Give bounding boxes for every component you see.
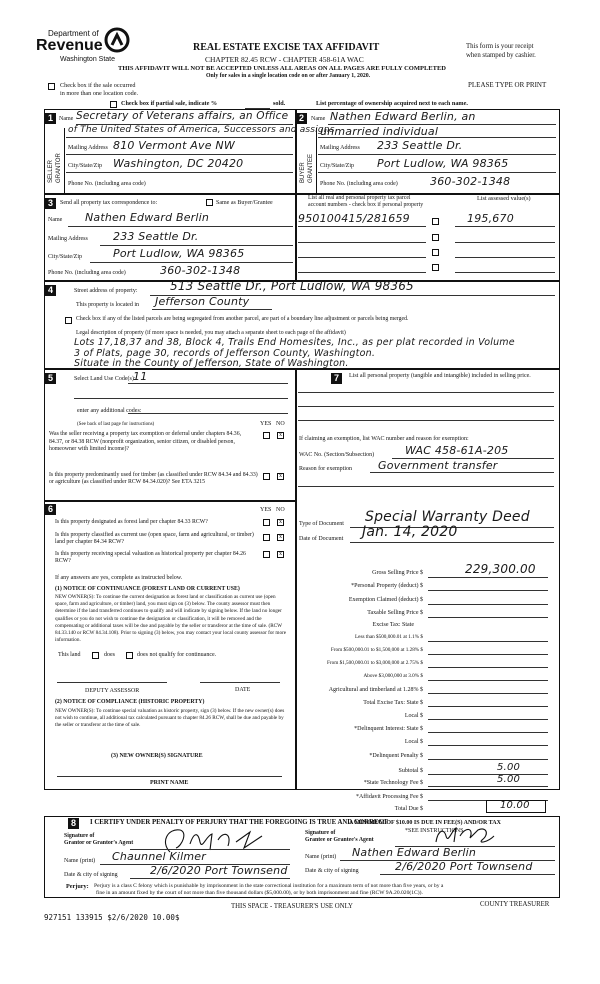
wac-label: WAC No. (Section/Subsection) <box>299 452 375 458</box>
total-due-label: Total Due $ <box>394 806 423 812</box>
q-forest-no[interactable]: x <box>279 519 282 525</box>
personal-property-checkbox-4[interactable] <box>432 264 439 271</box>
grantor-date-label: Date & city of signing <box>64 872 118 878</box>
print-note: PLEASE TYPE OR PRINT <box>468 81 547 89</box>
q-historic-yes[interactable] <box>263 551 270 558</box>
dept-label: Department of <box>48 29 99 38</box>
grantor-sig-label: Signature of <box>64 833 95 839</box>
correspondence-label: Send all property tax correspondence to: <box>60 200 158 206</box>
corr-name-label: Name <box>48 217 63 223</box>
grantee-name-value[interactable]: Nathen Edward Berlin <box>352 846 477 859</box>
personal-property-label: List all personal property (tangible and intangible) included in selling price. <box>349 373 531 379</box>
parcel-header-2: account numbers - check box if personal property <box>308 202 424 208</box>
land-label-c: does not qualify for continuance. <box>137 652 217 658</box>
doc-date-label: Date of Document <box>299 536 344 542</box>
buyer-mailing-label: Mailing Address <box>320 145 360 151</box>
corr-city-label: City/State/Zip <box>48 254 82 260</box>
personal-property-checkbox-1[interactable] <box>432 218 439 225</box>
section-number-1: 1 <box>45 113 56 124</box>
gross-label: Gross Selling Price $ <box>372 570 423 576</box>
see-instructions: *SEE INSTRUCTIONS <box>405 828 464 834</box>
assessed-header: List assessed value(s) <box>477 195 531 202</box>
excise-state-label: Excise Tax: State <box>372 622 414 628</box>
grantor-side-label: GRANTOR <box>56 153 62 183</box>
q-exemption-yes[interactable] <box>263 432 270 439</box>
grantor-name-value[interactable]: Chaunnel Kilmer <box>112 850 206 863</box>
buyer-name-label: Name <box>311 116 326 122</box>
grantee-sig-label: Signature of <box>305 830 336 836</box>
q-timber: Is this property predominantly used for timber (as classified under RCW 84.34 and 84.33) or agriculture (as classified under RCW 84.34.020)? See ETA 3215 <box>49 472 258 485</box>
ownership-note: List percentage of ownership acquired next to each name. <box>316 100 468 107</box>
q-timber-yes[interactable] <box>263 473 270 480</box>
segregated-note: Check box if any of the listed parcels are being segregated from another parcel, are part of a boundary line adjustment or parcels being merged. <box>76 316 409 322</box>
tier4-label: Above $3,000,000 at 3.0% $ <box>363 673 423 679</box>
affidavit-fee-label: *Affidavit Processing Fee $ <box>355 794 423 800</box>
section-number-4: 4 <box>45 285 56 296</box>
q-current-use: Is this property classified as current use (open space, farm and agricultural, or timber) land per chapter 84.34 RCW? <box>55 532 254 545</box>
new-owner-sig-label: (3) NEW OWNER(S) SIGNATURE <box>111 753 203 759</box>
gross-value[interactable]: 229,300.00 <box>465 562 536 576</box>
street-label: Street address of property: <box>74 288 138 294</box>
yes-header-5: YES <box>260 421 272 427</box>
buyer-name-line2[interactable]: unmarried individual <box>320 125 439 138</box>
tech-fee-value[interactable]: 5.00 <box>497 774 521 785</box>
buyer-phone-label: Phone No. (including area code) <box>320 181 398 187</box>
buyer-city-label: City/State/Zip <box>320 163 354 169</box>
receipt-note-2: when stamped by cashier. <box>466 52 536 59</box>
land-use-code[interactable]: 11 <box>133 370 148 383</box>
partial-sale-label: Check box if partial sale, indicate % <box>121 100 218 107</box>
q-forest: Is this property designated as forest land per chapter 84.33 RCW? <box>55 519 208 525</box>
personal-property-checkbox-3[interactable] <box>432 249 439 256</box>
seller-side-label: SELLER <box>48 159 54 183</box>
assessed-value[interactable]: 195,670 <box>467 212 514 225</box>
corr-city-value[interactable]: Port Ludlow, WA 98365 <box>113 247 245 260</box>
grantee-date-label: Date & city of signing <box>305 868 359 874</box>
q-timber-no[interactable]: x <box>279 473 282 479</box>
exemption-note: If claiming an exemption, list WAC number and reason for exemption: <box>299 436 469 442</box>
sales-note: Only for sales in a single location code on or after January 1, 2020. <box>206 73 371 79</box>
q-current-use-no[interactable]: x <box>279 534 282 540</box>
delinq-interest-label: *Delinquent Interest: State $ <box>354 726 423 732</box>
tier2-label: From $500,000.01 to $1,500,000 at 1.28% $ <box>330 647 423 653</box>
section-number-3: 3 <box>45 198 56 209</box>
personal-property-checkbox-2[interactable] <box>432 234 439 241</box>
legal-line-3[interactable]: Situate in the County of Jefferson, State of Washington. <box>74 358 349 369</box>
seller-mailing-label: Mailing Address <box>68 145 108 151</box>
parcel-number[interactable]: 950100415/281659 <box>298 212 410 225</box>
county-value[interactable]: Jefferson County <box>155 295 250 308</box>
form-title: REAL ESTATE EXCISE TAX AFFIDAVIT <box>193 42 380 53</box>
tech-fee-label: *State Technology Fee $ <box>363 780 423 786</box>
q-historic: Is this property receiving special valuation as historical property per chapter 84.26 RCW? <box>55 551 246 564</box>
doc-type-label: Type of Document <box>299 521 344 527</box>
corr-phone-value[interactable]: 360-302-1348 <box>160 264 241 277</box>
street-value[interactable]: 513 Seattle Dr., Port Ludlow, WA 98365 <box>170 279 414 293</box>
receipt-stamp: 927151 133915 $2/6/2020 10.00$ <box>44 913 180 922</box>
doc-type-value[interactable]: Special Warranty Deed <box>365 509 530 525</box>
personal-property-section <box>295 368 560 790</box>
total-state-label: Total Excise Tax: State $ <box>363 700 423 706</box>
dept-state: Washington State <box>60 56 115 63</box>
grantee-name-label: Name (print) <box>305 854 337 860</box>
perjury-label: Perjury: <box>66 883 89 890</box>
legal-line-2[interactable]: 3 of Plats, page 30, records of Jefferson County, Washington. <box>74 348 376 359</box>
partial-sale-checkbox[interactable] <box>110 101 117 108</box>
seller-mailing-value[interactable]: 810 Vermont Ave NW <box>113 139 235 152</box>
multi-location-checkbox[interactable] <box>48 83 55 90</box>
land-label-a: This land <box>58 652 81 658</box>
taxable-label: Taxable Selling Price $ <box>367 610 423 616</box>
if-yes-note: If any answers are yes, complete as instructed below. <box>55 575 183 581</box>
q-exemption: Was the seller receiving a property tax exemption or deferral under chapters 84.36, 84.37, or 84.38 RCW (nonprofit organization, senior citizen, or disabled person, homeowner with limited income)? <box>49 431 242 452</box>
buyer-phone-value[interactable]: 360-302-1348 <box>430 175 511 188</box>
see-back: (See back of last page for instructions) <box>77 422 155 427</box>
reason-label: Reason for exemption <box>299 466 352 472</box>
wac-value[interactable]: WAC 458-61A-205 <box>405 444 509 457</box>
multi-location-label-2: in more than one location code. <box>60 90 139 97</box>
section-number-6: 6 <box>45 504 56 515</box>
deputy-assessor: DEPUTY ASSESSOR <box>85 688 140 694</box>
section-number-7: 7 <box>331 373 342 384</box>
grantor-name-label: Name (print) <box>64 858 96 864</box>
section-number-8: 8 <box>68 818 79 829</box>
agri-label: Agricultural and timberland at 1.28% $ <box>328 687 423 693</box>
total-due-value[interactable]: 10.00 <box>500 800 530 811</box>
buyer-mailing-value[interactable]: 233 Seattle Dr. <box>377 139 463 152</box>
section-number-5: 5 <box>45 373 56 384</box>
q-exemption-no[interactable]: x <box>279 432 282 438</box>
minimum-note: A MINIMUM OF $10.00 IS DUE IN FEE(S) AND/OR TAX <box>349 820 501 826</box>
seller-name-line2[interactable]: of The United States of America, Successors and assigns <box>68 125 335 135</box>
perjury-text-2: fine in an amount fixed by the court of not more than five thousand dollars ($5,000.00), or by both imprisonment and fine (RCW 9A.20.020(1C)). <box>96 890 423 896</box>
corr-phone-label: Phone No. (including area code) <box>48 270 126 276</box>
legal-label: Legal description of property (if more space is needed, you may attach a separate sheet to each page of the affidavit) <box>76 330 346 336</box>
grantee-sig-label-2: Grantee or Grantee's Agent <box>305 837 374 843</box>
grantor-date-value[interactable]: 2/6/2020 Port Townsend <box>150 864 288 877</box>
q-forest-yes[interactable] <box>263 519 270 526</box>
notice1-text: NEW OWNER(S): To continue the current designation as forest land or classification as current use (open space, farm and agriculture, or timber) land, you must sign on (3) below. The county assessor must then determine if the land transferred continues to qualify and will indicate by signing below. If the land no longer qualifies or you do not wish to continue the designation or classification, it will be removed and the compensating or additional taxes will be due and payable by the seller or transferor at the time of sale. (RCW 84.33.140 or RCW 84.34.108). Prior to signing (3) below, you may contact your local county assessor for more information. <box>55 594 287 644</box>
land-label-b: does <box>104 652 115 658</box>
legal-line-1[interactable]: Lots 17,18,37 and 38, Block 4, Trails End Homesites, Inc., as per plat recorded in Volume <box>74 337 515 348</box>
segregated-checkbox[interactable] <box>65 317 72 324</box>
land-use-label: Select Land Use Code(s): <box>74 376 136 382</box>
receipt-note: This form is your receipt <box>466 43 534 50</box>
land-does-checkbox[interactable] <box>92 652 99 659</box>
section-number-2: 2 <box>296 113 307 124</box>
treasurer-space: THIS SPACE - TREASURER'S USE ONLY <box>231 903 353 910</box>
county-treasurer: COUNTY TREASURER <box>480 901 550 908</box>
no-header-5: NO <box>276 421 285 427</box>
doc-date-value[interactable]: Jan. 14, 2020 <box>362 524 458 540</box>
partial-sale-sold: sold. <box>273 100 286 107</box>
corr-mailing-value[interactable]: 233 Seattle Dr. <box>113 230 199 243</box>
seller-name-label: Name <box>59 116 74 122</box>
form-warning: THIS AFFIDAVIT WILL NOT BE ACCEPTED UNLESS ALL AREAS ON ALL PAGES ARE FULLY COMPLETED <box>118 65 446 72</box>
same-as-buyer-checkbox[interactable] <box>206 199 213 206</box>
buyer-side-label: BUYER <box>300 162 306 183</box>
same-as-buyer-label: Same as Buyer/Grantee <box>216 200 273 206</box>
exemption-claimed-label: Exemption Claimed (deduct) $ <box>348 597 423 603</box>
grantee-date-value[interactable]: 2/6/2020 Port Townsend <box>395 860 533 873</box>
deputy-date: DATE <box>235 687 251 693</box>
print-name-label: PRINT NAME <box>150 780 189 786</box>
yes-header-6: YES <box>260 507 272 513</box>
seller-city-label: City/State/Zip <box>68 163 102 169</box>
perjury-text: Perjury is a class C felony which is punishable by imprisonment in the state correctional institution for a maximum term of not more than five years, or by a <box>94 883 444 889</box>
tier3-label: From $1,500,000.01 to $3,000,000 at 2.75% $ <box>327 660 423 666</box>
revenue-logo-icon <box>104 27 130 53</box>
multi-location-label: Check box if the sale occurred <box>60 82 136 89</box>
q-historic-no[interactable]: x <box>279 551 282 557</box>
certify-statement: I CERTIFY UNDER PENALTY OF PERJURY THAT THE FOREGOING IS TRUE AND CORRECT <box>90 819 388 826</box>
subtotal-label: Subtotal $ <box>398 768 423 774</box>
corr-name-value[interactable]: Nathen Edward Berlin <box>85 211 210 224</box>
revenue-logo-text: Revenue <box>36 37 103 54</box>
located-label: This property is located in <box>76 302 139 308</box>
land-does-not-checkbox[interactable] <box>126 652 133 659</box>
notice1-title: (1) NOTICE OF CONTINUANCE (FOREST LAND OR CURRENT USE) <box>55 586 240 592</box>
local2-label: Local $ <box>404 739 423 745</box>
notice2-text: NEW OWNER(S): To continue special valuation as historic property, sign (3) below. If the new owner(s) does not wish to continue, all additional tax calculated pursuant to chapter 84.26 RCW, shall be due and payable by the seller or transferor at the time of sale. <box>55 708 285 729</box>
q-current-use-yes[interactable] <box>263 534 270 541</box>
notice2-title: (2) NOTICE OF COMPLIANCE (HISTORIC PROPERTY) <box>55 699 205 705</box>
parcel-header: List all real and personal property tax parcel <box>308 195 411 201</box>
additional-codes-label: enter any additional codes: <box>77 408 142 414</box>
grantor-sig-label-2: Grantor or Grantor's Agent <box>64 840 134 846</box>
tier1-label: Less than $500,000.01 at 1.1% $ <box>354 634 423 640</box>
no-header-6: NO <box>276 507 285 513</box>
buyer-city-value[interactable]: Port Ludlow, WA 98365 <box>377 157 509 170</box>
subtotal-value[interactable]: 5.00 <box>497 762 521 773</box>
buyer-name-line1[interactable]: Nathen Edward Berlin, an <box>330 110 476 123</box>
corr-mailing-label: Mailing Address <box>48 236 88 242</box>
grantee-side-label: GRANTEE <box>308 153 314 183</box>
delinq-penalty-label: *Delinquent Penalty $ <box>369 753 423 759</box>
local-label: Local $ <box>404 713 423 719</box>
personal-label: *Personal Property (deduct) $ <box>351 583 423 589</box>
seller-city-value[interactable]: Washington, DC 20420 <box>113 157 244 170</box>
form-subtitle: CHAPTER 82.45 RCW - CHAPTER 458-61A WAC <box>205 55 364 64</box>
reason-value[interactable]: Government transfer <box>378 459 498 472</box>
grantee-signature[interactable] <box>430 822 500 848</box>
seller-phone-label: Phone No. (including area code) <box>68 181 146 187</box>
seller-name-line1[interactable]: Secretary of Veterans affairs, an Office <box>76 110 289 122</box>
